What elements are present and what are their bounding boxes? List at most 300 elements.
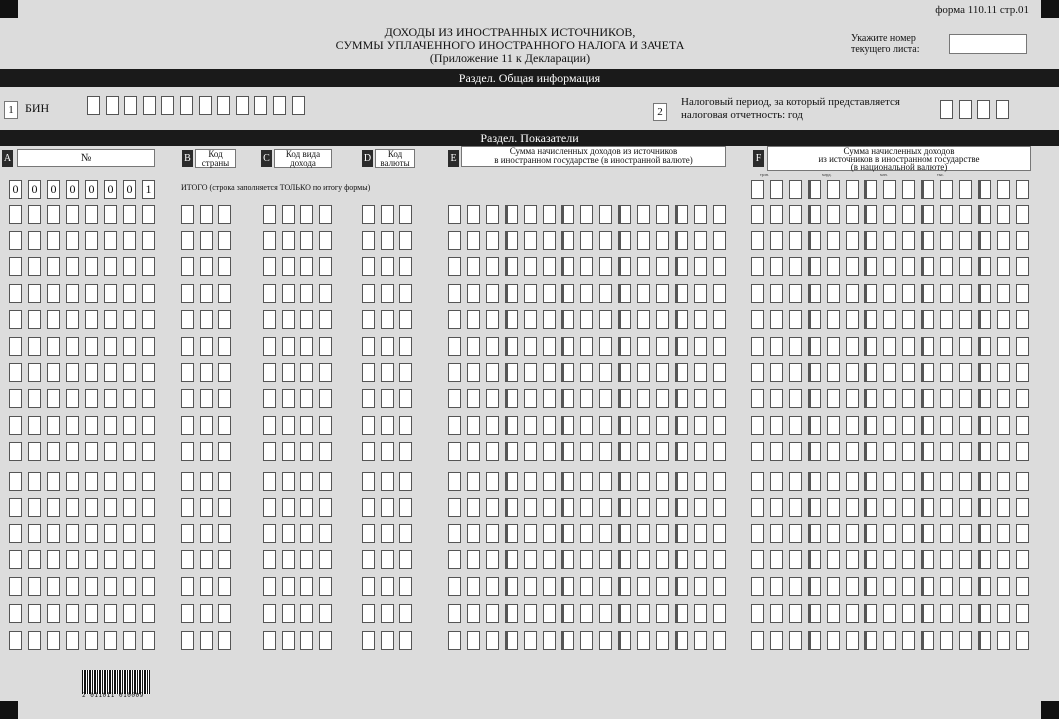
income-foreign-currency-cell[interactable] xyxy=(561,524,574,543)
income-foreign-currency-cell[interactable] xyxy=(448,550,461,569)
income-national-currency-cell[interactable] xyxy=(846,310,859,329)
income-national-currency-cell[interactable] xyxy=(864,550,877,569)
country-code-cell[interactable] xyxy=(200,524,213,543)
income-national-currency-cell[interactable] xyxy=(751,205,764,224)
country-code-cell[interactable] xyxy=(181,363,194,382)
currency-code-cell[interactable] xyxy=(399,284,412,303)
income-national-currency-cell[interactable] xyxy=(959,389,972,408)
income-national-currency-cell[interactable] xyxy=(827,498,840,517)
income-foreign-currency-cell[interactable] xyxy=(448,631,461,650)
income-type-cell[interactable] xyxy=(263,604,276,623)
currency-code-cell[interactable] xyxy=(381,363,394,382)
row-number-cell[interactable] xyxy=(85,205,98,224)
income-national-currency-cell[interactable] xyxy=(1016,231,1029,250)
income-national-currency-cell[interactable] xyxy=(902,524,915,543)
income-foreign-currency-cell[interactable] xyxy=(656,524,669,543)
country-code-cell[interactable] xyxy=(218,604,231,623)
country-code-cell[interactable] xyxy=(218,257,231,276)
income-foreign-currency-cell[interactable] xyxy=(561,604,574,623)
income-national-currency-cell[interactable] xyxy=(902,205,915,224)
income-national-currency-cell[interactable] xyxy=(921,389,934,408)
income-foreign-currency-cell[interactable] xyxy=(675,604,688,623)
income-national-currency-cell[interactable] xyxy=(978,631,991,650)
bin-cell[interactable] xyxy=(106,96,119,115)
income-foreign-currency-cell[interactable] xyxy=(694,389,707,408)
income-type-cell[interactable] xyxy=(300,604,313,623)
income-foreign-currency-cell[interactable] xyxy=(486,284,499,303)
income-foreign-currency-cell[interactable] xyxy=(561,231,574,250)
income-foreign-currency-cell[interactable] xyxy=(713,257,726,276)
income-foreign-currency-cell[interactable] xyxy=(656,498,669,517)
income-national-currency-cell[interactable] xyxy=(902,389,915,408)
income-foreign-currency-cell[interactable] xyxy=(448,363,461,382)
income-national-currency-cell[interactable] xyxy=(997,577,1010,596)
income-national-currency-cell[interactable] xyxy=(902,284,915,303)
income-foreign-currency-cell[interactable] xyxy=(467,205,480,224)
income-national-currency-cell[interactable] xyxy=(921,631,934,650)
currency-code-cell[interactable] xyxy=(362,442,375,461)
currency-code-cell[interactable] xyxy=(381,205,394,224)
income-foreign-currency-cell[interactable] xyxy=(637,524,650,543)
currency-code-cell[interactable] xyxy=(399,604,412,623)
row-number-cell[interactable] xyxy=(28,442,41,461)
income-foreign-currency-cell[interactable] xyxy=(637,389,650,408)
income-foreign-currency-cell[interactable] xyxy=(675,310,688,329)
country-code-cell[interactable] xyxy=(218,363,231,382)
country-code-cell[interactable] xyxy=(181,604,194,623)
currency-code-cell[interactable] xyxy=(399,524,412,543)
income-national-currency-cell[interactable] xyxy=(864,604,877,623)
income-foreign-currency-cell[interactable] xyxy=(505,524,518,543)
income-national-currency-cell[interactable] xyxy=(978,337,991,356)
row-number-cell[interactable] xyxy=(85,284,98,303)
country-code-cell[interactable] xyxy=(218,416,231,435)
row-number-cell[interactable] xyxy=(9,498,22,517)
income-foreign-currency-cell[interactable] xyxy=(599,389,612,408)
income-national-currency-cell[interactable] xyxy=(959,604,972,623)
income-foreign-currency-cell[interactable] xyxy=(675,524,688,543)
income-foreign-currency-cell[interactable] xyxy=(599,524,612,543)
tax-year-cell[interactable] xyxy=(996,100,1009,119)
row-number-cell[interactable] xyxy=(142,416,155,435)
income-foreign-currency-cell[interactable] xyxy=(543,231,556,250)
income-national-currency-cell[interactable] xyxy=(770,577,783,596)
income-national-currency-cell[interactable] xyxy=(921,604,934,623)
income-foreign-currency-cell[interactable] xyxy=(618,631,631,650)
income-foreign-currency-cell[interactable] xyxy=(599,442,612,461)
country-code-cell[interactable] xyxy=(200,310,213,329)
income-foreign-currency-cell[interactable] xyxy=(694,604,707,623)
income-foreign-currency-cell[interactable] xyxy=(524,604,537,623)
income-type-cell[interactable] xyxy=(319,389,332,408)
income-type-cell[interactable] xyxy=(282,498,295,517)
row-number-cell[interactable] xyxy=(66,363,79,382)
income-national-currency-cell[interactable] xyxy=(940,337,953,356)
income-foreign-currency-cell[interactable] xyxy=(618,257,631,276)
income-foreign-currency-cell[interactable] xyxy=(656,389,669,408)
row-number-cell[interactable] xyxy=(28,231,41,250)
currency-code-cell[interactable] xyxy=(381,550,394,569)
currency-code-cell[interactable] xyxy=(362,257,375,276)
row-number-cell[interactable] xyxy=(85,231,98,250)
income-national-currency-cell[interactable] xyxy=(789,337,802,356)
income-foreign-currency-cell[interactable] xyxy=(656,337,669,356)
income-foreign-currency-cell[interactable] xyxy=(599,604,612,623)
total-income-national-cell[interactable] xyxy=(751,180,764,199)
country-code-cell[interactable] xyxy=(181,284,194,303)
income-foreign-currency-cell[interactable] xyxy=(561,631,574,650)
income-national-currency-cell[interactable] xyxy=(789,577,802,596)
total-income-national-cell[interactable] xyxy=(864,180,877,199)
row-number-cell[interactable] xyxy=(9,442,22,461)
income-type-cell[interactable] xyxy=(282,205,295,224)
row-number-cell[interactable] xyxy=(9,337,22,356)
income-foreign-currency-cell[interactable] xyxy=(505,631,518,650)
income-national-currency-cell[interactable] xyxy=(940,524,953,543)
row-number-cell[interactable] xyxy=(28,337,41,356)
income-national-currency-cell[interactable] xyxy=(921,337,934,356)
income-national-currency-cell[interactable] xyxy=(789,498,802,517)
income-foreign-currency-cell[interactable] xyxy=(618,337,631,356)
income-foreign-currency-cell[interactable] xyxy=(524,389,537,408)
income-national-currency-cell[interactable] xyxy=(808,337,821,356)
income-type-cell[interactable] xyxy=(263,631,276,650)
income-foreign-currency-cell[interactable] xyxy=(505,577,518,596)
currency-code-cell[interactable] xyxy=(399,231,412,250)
row-number-cell[interactable] xyxy=(85,363,98,382)
row-number-cell[interactable] xyxy=(142,577,155,596)
income-national-currency-cell[interactable] xyxy=(978,205,991,224)
income-national-currency-cell[interactable] xyxy=(864,337,877,356)
income-foreign-currency-cell[interactable] xyxy=(561,550,574,569)
income-national-currency-cell[interactable] xyxy=(1016,363,1029,382)
income-foreign-currency-cell[interactable] xyxy=(694,257,707,276)
income-foreign-currency-cell[interactable] xyxy=(713,416,726,435)
income-national-currency-cell[interactable] xyxy=(789,631,802,650)
country-code-cell[interactable] xyxy=(218,389,231,408)
row-number-cell[interactable] xyxy=(47,205,60,224)
income-type-cell[interactable] xyxy=(319,257,332,276)
income-foreign-currency-cell[interactable] xyxy=(467,416,480,435)
row-number-cell[interactable] xyxy=(123,257,136,276)
income-national-currency-cell[interactable] xyxy=(940,472,953,491)
country-code-cell[interactable] xyxy=(218,550,231,569)
income-type-cell[interactable] xyxy=(319,524,332,543)
row-number-cell[interactable] xyxy=(47,604,60,623)
income-national-currency-cell[interactable] xyxy=(997,310,1010,329)
income-national-currency-cell[interactable] xyxy=(959,416,972,435)
income-foreign-currency-cell[interactable] xyxy=(713,550,726,569)
income-foreign-currency-cell[interactable] xyxy=(713,205,726,224)
income-national-currency-cell[interactable] xyxy=(978,442,991,461)
row-number-cell[interactable] xyxy=(142,231,155,250)
income-foreign-currency-cell[interactable] xyxy=(486,310,499,329)
income-foreign-currency-cell[interactable] xyxy=(505,363,518,382)
total-number-cell[interactable]: 0 xyxy=(9,180,22,199)
income-foreign-currency-cell[interactable] xyxy=(505,472,518,491)
income-foreign-currency-cell[interactable] xyxy=(561,257,574,276)
income-national-currency-cell[interactable] xyxy=(883,442,896,461)
income-foreign-currency-cell[interactable] xyxy=(656,257,669,276)
currency-code-cell[interactable] xyxy=(381,631,394,650)
income-foreign-currency-cell[interactable] xyxy=(618,205,631,224)
income-foreign-currency-cell[interactable] xyxy=(543,631,556,650)
income-foreign-currency-cell[interactable] xyxy=(467,310,480,329)
income-national-currency-cell[interactable] xyxy=(940,205,953,224)
income-national-currency-cell[interactable] xyxy=(846,577,859,596)
row-number-cell[interactable] xyxy=(47,389,60,408)
income-national-currency-cell[interactable] xyxy=(827,631,840,650)
bin-cell[interactable] xyxy=(292,96,305,115)
income-type-cell[interactable] xyxy=(282,442,295,461)
income-national-currency-cell[interactable] xyxy=(827,257,840,276)
country-code-cell[interactable] xyxy=(200,577,213,596)
currency-code-cell[interactable] xyxy=(381,604,394,623)
country-code-cell[interactable] xyxy=(218,205,231,224)
currency-code-cell[interactable] xyxy=(399,472,412,491)
income-national-currency-cell[interactable] xyxy=(959,205,972,224)
income-foreign-currency-cell[interactable] xyxy=(543,416,556,435)
income-type-cell[interactable] xyxy=(319,550,332,569)
income-national-currency-cell[interactable] xyxy=(808,205,821,224)
row-number-cell[interactable] xyxy=(104,577,117,596)
row-number-cell[interactable] xyxy=(85,604,98,623)
income-foreign-currency-cell[interactable] xyxy=(580,389,593,408)
income-foreign-currency-cell[interactable] xyxy=(486,550,499,569)
income-national-currency-cell[interactable] xyxy=(770,363,783,382)
total-income-national-cell[interactable] xyxy=(770,180,783,199)
income-national-currency-cell[interactable] xyxy=(751,257,764,276)
income-type-cell[interactable] xyxy=(319,442,332,461)
row-number-cell[interactable] xyxy=(123,604,136,623)
country-code-cell[interactable] xyxy=(181,524,194,543)
income-national-currency-cell[interactable] xyxy=(864,231,877,250)
row-number-cell[interactable] xyxy=(47,363,60,382)
income-national-currency-cell[interactable] xyxy=(846,257,859,276)
income-foreign-currency-cell[interactable] xyxy=(637,310,650,329)
income-foreign-currency-cell[interactable] xyxy=(467,231,480,250)
income-foreign-currency-cell[interactable] xyxy=(694,442,707,461)
income-national-currency-cell[interactable] xyxy=(940,577,953,596)
row-number-cell[interactable] xyxy=(85,498,98,517)
country-code-cell[interactable] xyxy=(200,257,213,276)
income-national-currency-cell[interactable] xyxy=(846,550,859,569)
income-national-currency-cell[interactable] xyxy=(921,231,934,250)
income-foreign-currency-cell[interactable] xyxy=(543,389,556,408)
income-national-currency-cell[interactable] xyxy=(770,337,783,356)
income-type-cell[interactable] xyxy=(282,231,295,250)
income-national-currency-cell[interactable] xyxy=(940,257,953,276)
income-national-currency-cell[interactable] xyxy=(751,472,764,491)
row-number-cell[interactable] xyxy=(123,472,136,491)
row-number-cell[interactable] xyxy=(142,550,155,569)
income-foreign-currency-cell[interactable] xyxy=(580,416,593,435)
currency-code-cell[interactable] xyxy=(399,631,412,650)
income-foreign-currency-cell[interactable] xyxy=(694,310,707,329)
income-foreign-currency-cell[interactable] xyxy=(448,524,461,543)
row-number-cell[interactable] xyxy=(123,524,136,543)
income-foreign-currency-cell[interactable] xyxy=(524,310,537,329)
income-foreign-currency-cell[interactable] xyxy=(543,205,556,224)
bin-cell[interactable] xyxy=(143,96,156,115)
income-national-currency-cell[interactable] xyxy=(864,363,877,382)
income-foreign-currency-cell[interactable] xyxy=(486,389,499,408)
total-number-cell[interactable]: 0 xyxy=(28,180,41,199)
row-number-cell[interactable] xyxy=(142,631,155,650)
income-foreign-currency-cell[interactable] xyxy=(467,524,480,543)
income-foreign-currency-cell[interactable] xyxy=(486,524,499,543)
income-foreign-currency-cell[interactable] xyxy=(637,416,650,435)
income-national-currency-cell[interactable] xyxy=(846,363,859,382)
row-number-cell[interactable] xyxy=(47,631,60,650)
income-type-cell[interactable] xyxy=(300,205,313,224)
income-national-currency-cell[interactable] xyxy=(827,310,840,329)
income-foreign-currency-cell[interactable] xyxy=(524,231,537,250)
income-foreign-currency-cell[interactable] xyxy=(580,363,593,382)
income-national-currency-cell[interactable] xyxy=(921,416,934,435)
row-number-cell[interactable] xyxy=(123,631,136,650)
sheet-number-field[interactable] xyxy=(949,34,1027,54)
total-income-national-cell[interactable] xyxy=(846,180,859,199)
income-foreign-currency-cell[interactable] xyxy=(675,550,688,569)
row-number-cell[interactable] xyxy=(9,257,22,276)
row-number-cell[interactable] xyxy=(66,205,79,224)
row-number-cell[interactable] xyxy=(9,363,22,382)
row-number-cell[interactable] xyxy=(9,550,22,569)
total-number-cell[interactable]: 0 xyxy=(47,180,60,199)
income-national-currency-cell[interactable] xyxy=(789,363,802,382)
row-number-cell[interactable] xyxy=(47,284,60,303)
income-national-currency-cell[interactable] xyxy=(883,257,896,276)
income-foreign-currency-cell[interactable] xyxy=(543,337,556,356)
row-number-cell[interactable] xyxy=(66,257,79,276)
income-national-currency-cell[interactable] xyxy=(751,337,764,356)
total-income-national-cell[interactable] xyxy=(808,180,821,199)
income-national-currency-cell[interactable] xyxy=(921,205,934,224)
row-number-cell[interactable] xyxy=(123,577,136,596)
income-type-cell[interactable] xyxy=(282,524,295,543)
income-type-cell[interactable] xyxy=(319,363,332,382)
income-national-currency-cell[interactable] xyxy=(959,631,972,650)
row-number-cell[interactable] xyxy=(142,205,155,224)
income-national-currency-cell[interactable] xyxy=(883,363,896,382)
currency-code-cell[interactable] xyxy=(399,363,412,382)
income-foreign-currency-cell[interactable] xyxy=(618,498,631,517)
income-national-currency-cell[interactable] xyxy=(959,472,972,491)
income-national-currency-cell[interactable] xyxy=(883,631,896,650)
income-foreign-currency-cell[interactable] xyxy=(467,337,480,356)
row-number-cell[interactable] xyxy=(142,498,155,517)
income-national-currency-cell[interactable] xyxy=(883,310,896,329)
income-national-currency-cell[interactable] xyxy=(751,284,764,303)
income-national-currency-cell[interactable] xyxy=(978,310,991,329)
row-number-cell[interactable] xyxy=(28,604,41,623)
row-number-cell[interactable] xyxy=(28,631,41,650)
row-number-cell[interactable] xyxy=(9,310,22,329)
income-type-cell[interactable] xyxy=(319,498,332,517)
row-number-cell[interactable] xyxy=(142,389,155,408)
income-foreign-currency-cell[interactable] xyxy=(543,257,556,276)
income-foreign-currency-cell[interactable] xyxy=(694,205,707,224)
income-national-currency-cell[interactable] xyxy=(808,524,821,543)
income-national-currency-cell[interactable] xyxy=(902,310,915,329)
income-type-cell[interactable] xyxy=(263,498,276,517)
country-code-cell[interactable] xyxy=(181,205,194,224)
income-foreign-currency-cell[interactable] xyxy=(675,363,688,382)
income-national-currency-cell[interactable] xyxy=(827,363,840,382)
row-number-cell[interactable] xyxy=(123,284,136,303)
income-national-currency-cell[interactable] xyxy=(940,631,953,650)
income-national-currency-cell[interactable] xyxy=(902,416,915,435)
row-number-cell[interactable] xyxy=(66,389,79,408)
income-national-currency-cell[interactable] xyxy=(864,205,877,224)
income-foreign-currency-cell[interactable] xyxy=(618,604,631,623)
income-type-cell[interactable] xyxy=(300,257,313,276)
row-number-cell[interactable] xyxy=(9,604,22,623)
income-foreign-currency-cell[interactable] xyxy=(543,363,556,382)
row-number-cell[interactable] xyxy=(123,498,136,517)
row-number-cell[interactable] xyxy=(142,524,155,543)
income-foreign-currency-cell[interactable] xyxy=(505,416,518,435)
income-foreign-currency-cell[interactable] xyxy=(505,550,518,569)
income-foreign-currency-cell[interactable] xyxy=(694,577,707,596)
income-national-currency-cell[interactable] xyxy=(959,550,972,569)
row-number-cell[interactable] xyxy=(66,472,79,491)
income-foreign-currency-cell[interactable] xyxy=(694,524,707,543)
income-foreign-currency-cell[interactable] xyxy=(448,205,461,224)
income-foreign-currency-cell[interactable] xyxy=(656,550,669,569)
row-number-cell[interactable] xyxy=(47,524,60,543)
income-foreign-currency-cell[interactable] xyxy=(713,498,726,517)
income-foreign-currency-cell[interactable] xyxy=(656,416,669,435)
income-foreign-currency-cell[interactable] xyxy=(713,337,726,356)
income-foreign-currency-cell[interactable] xyxy=(543,550,556,569)
income-foreign-currency-cell[interactable] xyxy=(486,337,499,356)
income-foreign-currency-cell[interactable] xyxy=(524,472,537,491)
income-foreign-currency-cell[interactable] xyxy=(599,498,612,517)
income-foreign-currency-cell[interactable] xyxy=(448,231,461,250)
income-type-cell[interactable] xyxy=(282,604,295,623)
income-national-currency-cell[interactable] xyxy=(940,231,953,250)
row-number-cell[interactable] xyxy=(28,257,41,276)
row-number-cell[interactable] xyxy=(28,472,41,491)
income-foreign-currency-cell[interactable] xyxy=(599,257,612,276)
income-foreign-currency-cell[interactable] xyxy=(561,337,574,356)
row-number-cell[interactable] xyxy=(9,524,22,543)
income-foreign-currency-cell[interactable] xyxy=(675,257,688,276)
country-code-cell[interactable] xyxy=(218,337,231,356)
income-national-currency-cell[interactable] xyxy=(959,577,972,596)
total-income-national-cell[interactable] xyxy=(902,180,915,199)
income-foreign-currency-cell[interactable] xyxy=(505,205,518,224)
row-number-cell[interactable] xyxy=(66,337,79,356)
row-number-cell[interactable] xyxy=(85,257,98,276)
income-foreign-currency-cell[interactable] xyxy=(486,631,499,650)
income-foreign-currency-cell[interactable] xyxy=(467,631,480,650)
income-foreign-currency-cell[interactable] xyxy=(656,231,669,250)
currency-code-cell[interactable] xyxy=(362,550,375,569)
income-foreign-currency-cell[interactable] xyxy=(448,389,461,408)
total-income-national-cell[interactable] xyxy=(997,180,1010,199)
row-number-cell[interactable] xyxy=(142,363,155,382)
country-code-cell[interactable] xyxy=(200,363,213,382)
income-national-currency-cell[interactable] xyxy=(751,524,764,543)
income-national-currency-cell[interactable] xyxy=(751,550,764,569)
income-national-currency-cell[interactable] xyxy=(921,257,934,276)
income-foreign-currency-cell[interactable] xyxy=(561,498,574,517)
income-national-currency-cell[interactable] xyxy=(846,631,859,650)
income-type-cell[interactable] xyxy=(263,363,276,382)
